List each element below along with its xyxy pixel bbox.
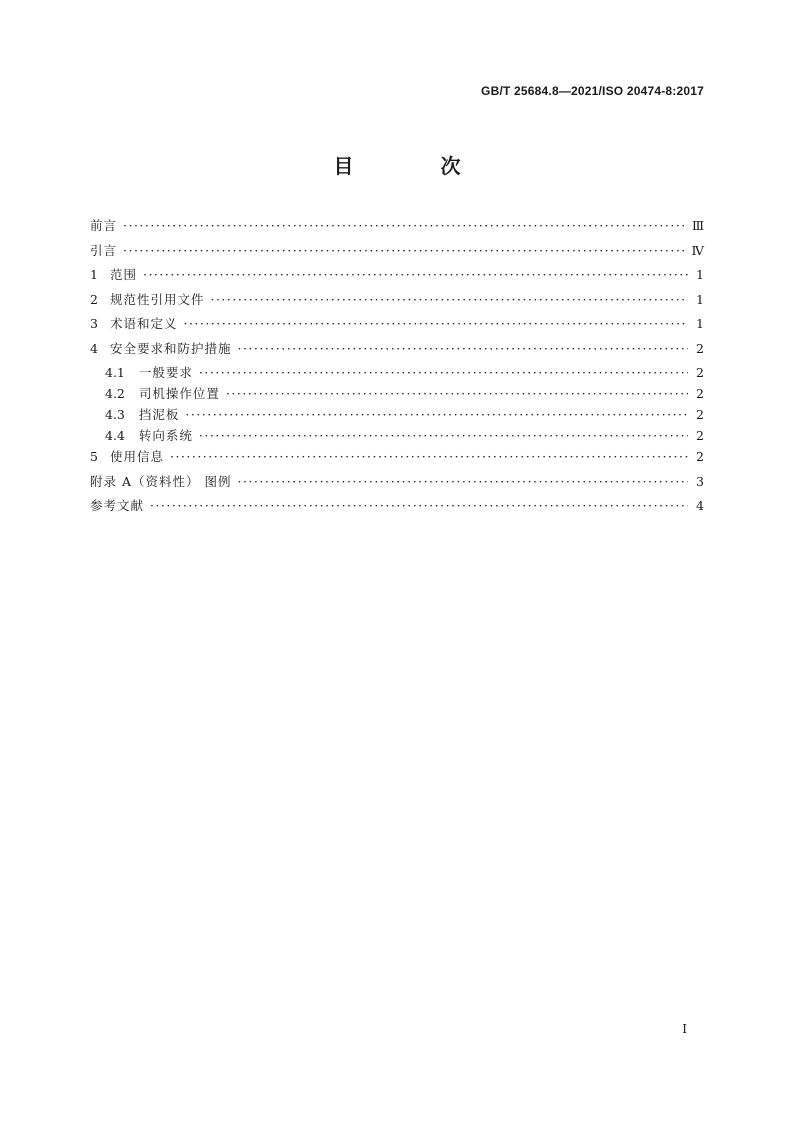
toc-item-number: 4.2 <box>105 386 125 401</box>
toc-item-text: 规范性引用文件 <box>109 291 205 307</box>
toc-item-operator-station[interactable] <box>90 382 704 403</box>
toc-leader-dots <box>199 428 688 444</box>
toc-item-page: 2 <box>696 365 704 380</box>
toc-item-page: 1 <box>696 316 704 331</box>
page-title: 目 次 <box>333 154 501 178</box>
toc-item-number: 5 <box>90 449 98 464</box>
toc-item-number: 2 <box>90 291 98 307</box>
toc-item-text: 使用信息 <box>109 449 164 464</box>
toc-leader-dots <box>123 218 686 234</box>
toc-item-text: 参考文献 <box>90 498 145 513</box>
toc-item-text: 附录 A（资料性） 图例 <box>90 473 232 489</box>
toc-item-text: 司机操作位置 <box>138 386 220 401</box>
toc-item-text: 一般要求 <box>138 365 193 380</box>
toc-item-steering-system[interactable] <box>90 424 704 445</box>
toc-item-text: 范围 <box>109 267 137 282</box>
toc-item-text: 术语和定义 <box>109 316 178 331</box>
toc-item-text: 挡泥板 <box>138 407 180 422</box>
toc-item-annex-a[interactable] <box>90 470 704 495</box>
toc-item-scope[interactable] <box>90 263 704 288</box>
toc-item-page: 2 <box>696 340 704 356</box>
toc-item-normative-references[interactable] <box>90 288 704 313</box>
toc-leader-dots <box>237 474 688 490</box>
toc-item-number: 3 <box>90 316 98 331</box>
toc-item-page: 2 <box>696 428 704 443</box>
toc-item-information-for-use[interactable] <box>90 445 704 470</box>
toc-item-text: 转向系统 <box>138 428 193 443</box>
toc-item-page: 2 <box>696 449 704 464</box>
toc-item-text: 安全要求和防护措施 <box>109 340 232 356</box>
toc-item-page: 1 <box>696 291 704 307</box>
toc-leader-dots <box>185 407 688 423</box>
standard-code: GB/T 25684.8—2021/ISO 20474-8:2017 <box>481 84 704 98</box>
toc-item-page: 2 <box>696 386 704 401</box>
toc-item-number: 4.3 <box>105 407 125 422</box>
toc-item-page: Ⅳ <box>691 242 704 258</box>
toc-item-number: 4.4 <box>105 428 125 443</box>
toc-item-text: 前言 <box>90 218 118 233</box>
toc-leader-dots <box>237 341 688 357</box>
toc-leader-dots <box>143 267 688 283</box>
toc-item-page: 4 <box>696 498 704 513</box>
page-number: I <box>682 1022 687 1036</box>
toc-item-safety-requirements[interactable] <box>90 337 704 362</box>
toc-leader-dots <box>123 243 685 259</box>
toc-leader-dots <box>183 316 688 332</box>
toc-item-foreword[interactable] <box>90 214 704 239</box>
toc-leader-dots <box>150 498 688 514</box>
toc-item-mudguards[interactable] <box>90 403 704 424</box>
toc-item-page: 1 <box>696 267 704 282</box>
toc-item-bibliography[interactable] <box>90 494 704 519</box>
toc-leader-dots <box>210 292 688 308</box>
toc-item-number: 4 <box>90 340 98 356</box>
toc-item-page: 3 <box>696 473 704 489</box>
toc-item-terms-definitions[interactable] <box>90 312 704 337</box>
table-of-contents <box>90 214 704 519</box>
toc-item-number: 1 <box>90 267 98 282</box>
toc-item-page: Ⅲ <box>691 218 704 233</box>
toc-leader-dots <box>226 386 688 402</box>
toc-item-page: 2 <box>696 407 704 422</box>
toc-item-number: 4.1 <box>105 365 125 380</box>
toc-item-text: 引言 <box>90 242 118 258</box>
toc-leader-dots <box>199 365 688 381</box>
toc-leader-dots <box>170 449 688 465</box>
toc-item-introduction[interactable] <box>90 239 704 264</box>
toc-item-general-requirements[interactable] <box>90 361 704 382</box>
